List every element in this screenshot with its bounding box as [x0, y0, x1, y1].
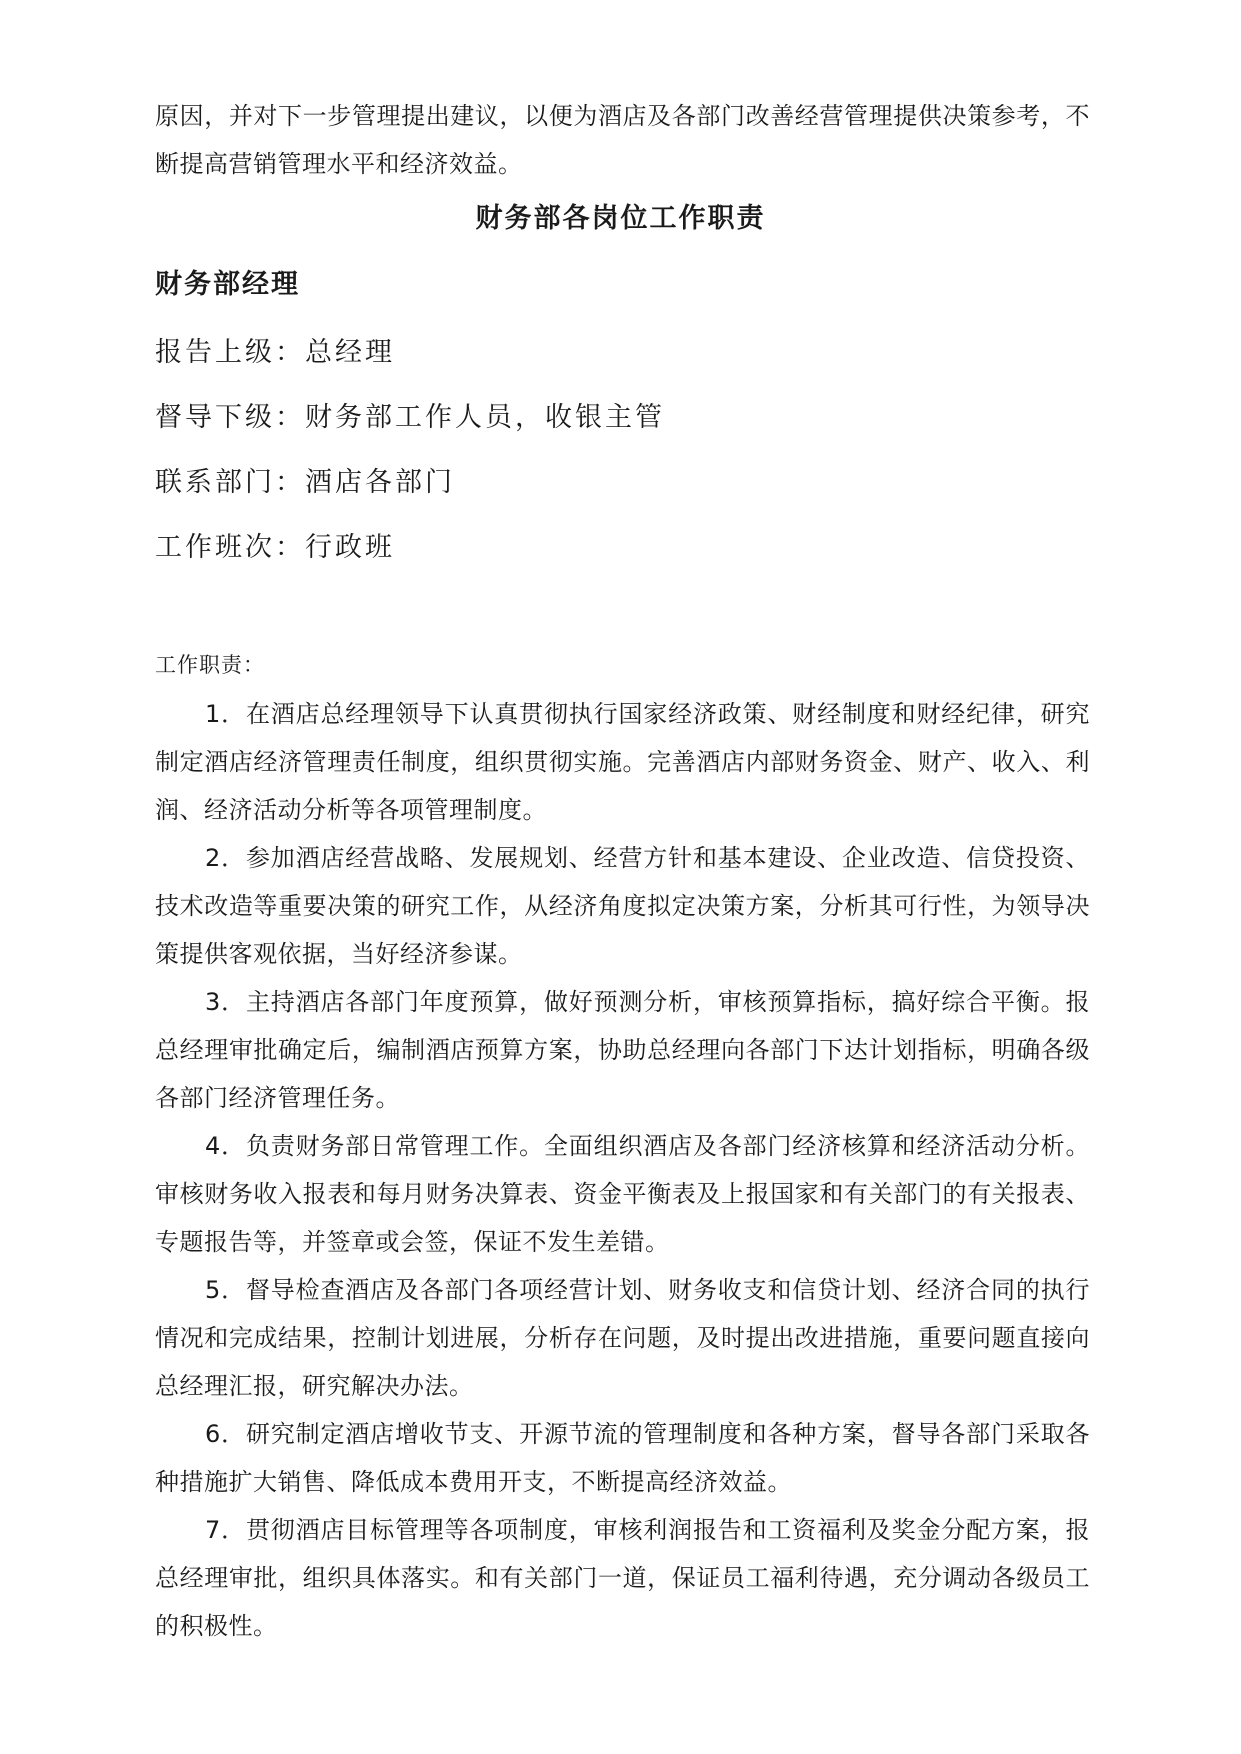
duties-heading: 工作职责：	[155, 653, 265, 677]
intro-paragraph: 原因，并对下一步管理提出建议，以便为酒店及各部门改善经营管理提供决策参考，不断提高营销管理水平和经济效益。	[155, 102, 1090, 178]
reports-to-line: 报告上级：总经理	[155, 337, 395, 368]
duty-item-5: 5．督导检查酒店及各部门各项经营计划、财务收支和信贷计划、经济合同的执行情况和完成结果，控制计划进展，分析存在问题，及时提出改进措施，重要问题直接向总经理汇报，研究解决办法。	[155, 1276, 1090, 1400]
work-shift-line: 工作班次：行政班	[155, 532, 395, 563]
contact-departments-line: 联系部门：酒店各部门	[155, 467, 455, 498]
supervises-line: 督导下级：财务部工作人员，收银主管	[155, 402, 665, 433]
duty-item-2: 2．参加酒店经营战略、发展规划、经营方针和基本建设、企业改造、信贷投资、技术改造等重要决策的研究工作，从经济角度拟定决策方案，分析其可行性，为领导决策提供客观依据，当好经济参谋。	[155, 844, 1090, 968]
duty-item-6: 6．研究制定酒店增收节支、开源节流的管理制度和各种方案，督导各部门采取各种措施扩大销售、降低成本费用开支，不断提高经济效益。	[155, 1420, 1090, 1496]
duties-list	[155, 690, 1090, 1650]
duty-item-3: 3．主持酒店各部门年度预算，做好预测分析，审核预算指标，搞好综合平衡。报总经理审批确定后，编制酒店预算方案，协助总经理向各部门下达计划指标，明确各级各部门经济管理任务。	[155, 988, 1090, 1112]
role-title: 财务部经理	[155, 269, 300, 300]
section-title: 财务部各岗位工作职责	[475, 203, 766, 234]
duty-item-4: 4．负责财务部日常管理工作。全面组织酒店及各部门经济核算和经济活动分析。审核财务收入报表和每月财务决算表、资金平衡表及上报国家和有关部门的有关报表、专题报告等，并签章或会签，保证不发生差错。	[155, 1132, 1090, 1256]
duty-item-1: 1．在酒店总经理领导下认真贯彻执行国家经济政策、财经制度和财经纪律，研究制定酒店经济管理责任制度，组织贯彻实施。完善酒店内部财务资金、财产、收入、利润、经济活动分析等各项管理制度。	[155, 700, 1090, 824]
duty-item-7: 7．贯彻酒店目标管理等各项制度，审核利润报告和工资福利及奖金分配方案，报总经理审批，组织具体落实。和有关部门一道，保证员工福利待遇，充分调动各级员工的积极性。	[155, 1516, 1090, 1640]
